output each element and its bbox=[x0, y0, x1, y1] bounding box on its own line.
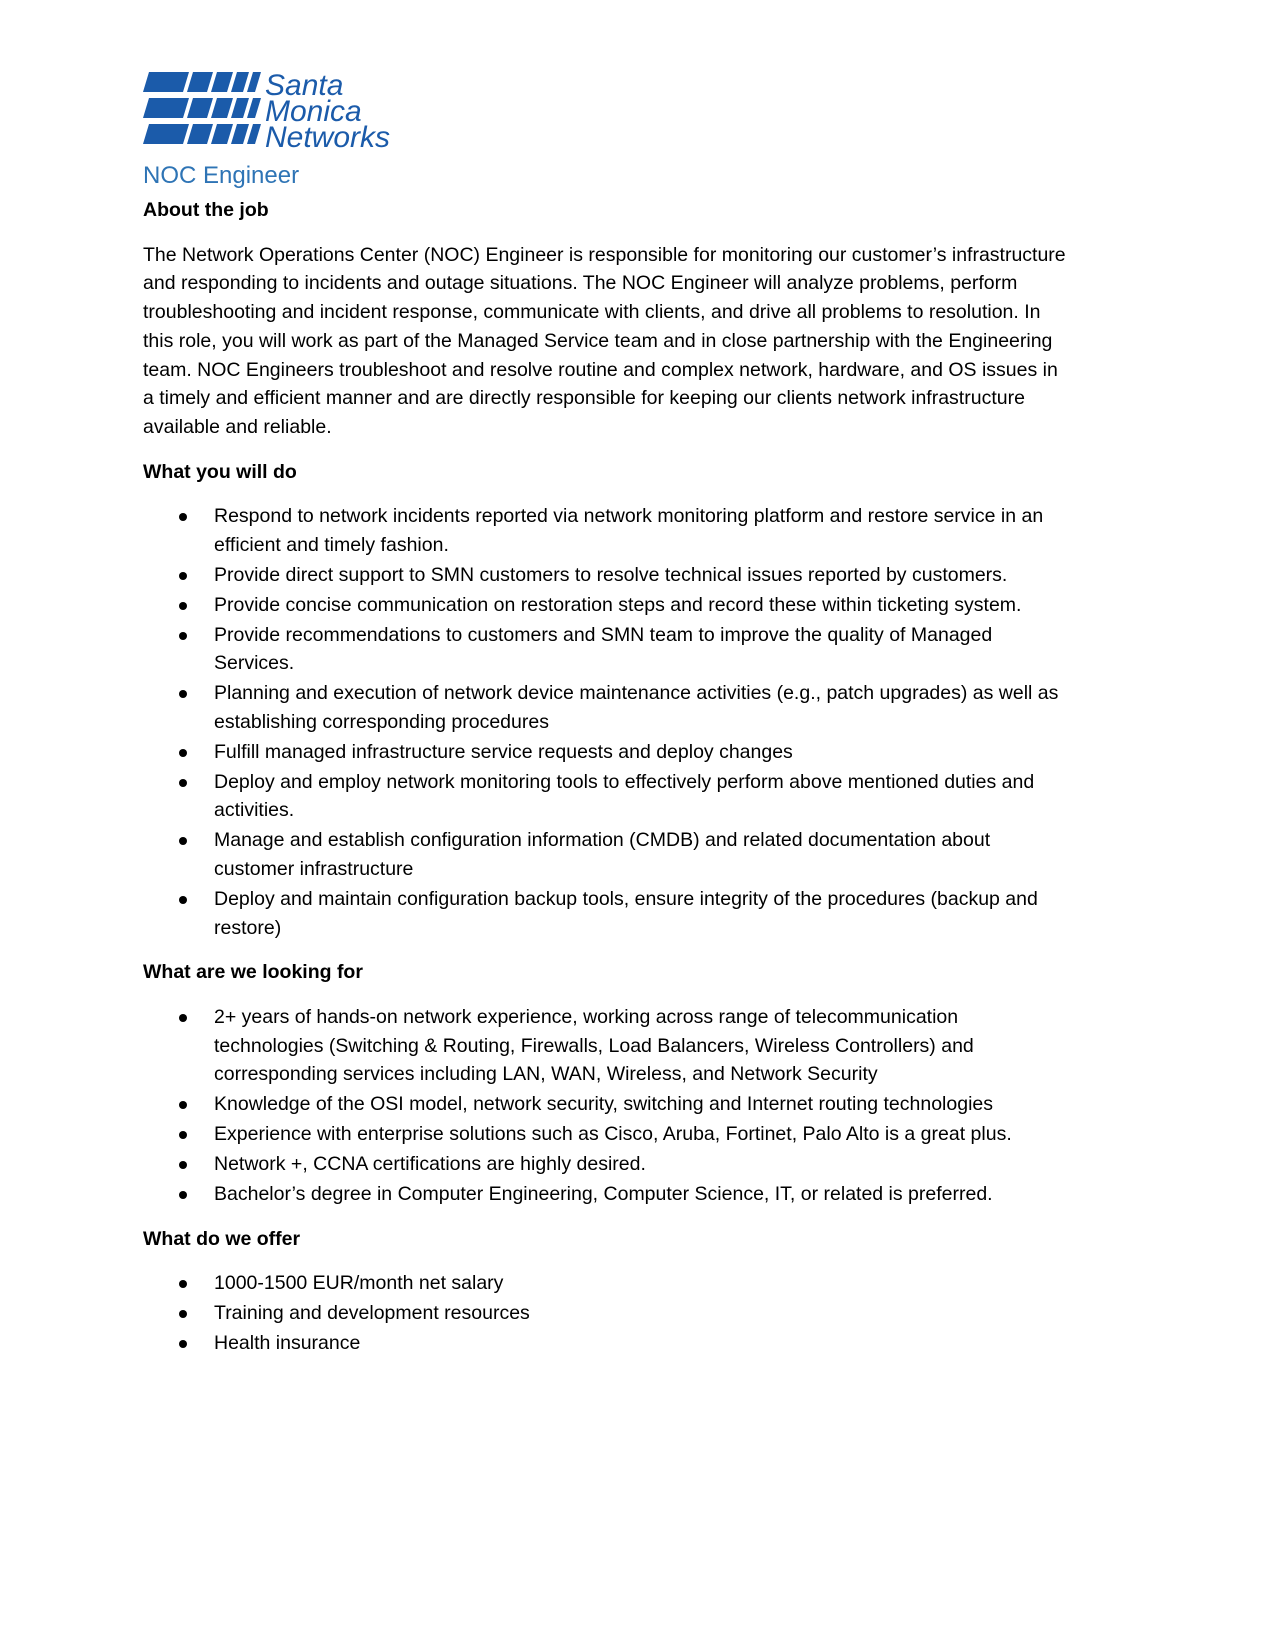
list-item bbox=[143, 561, 1073, 590]
list-item bbox=[143, 502, 1073, 559]
bullet-icon bbox=[179, 1101, 187, 1109]
list-item bbox=[143, 826, 1073, 883]
list-item bbox=[143, 1180, 1073, 1209]
list-item-text: 1000-1500 EUR/month net salary bbox=[214, 1272, 504, 1295]
list-item-text: Provide direct support to SMN customers to resolve technical issues reported by customers. bbox=[214, 563, 1008, 586]
list-item bbox=[143, 885, 1073, 942]
bullet-icon bbox=[179, 1280, 187, 1288]
list-item-text: Bachelor’s degree in Computer Engineering, Computer Science, IT, or related is preferred. bbox=[214, 1183, 993, 1206]
santa-monica-networks-logo bbox=[143, 72, 418, 150]
list-item-text: Knowledge of the OSI model, network security, switching and Internet routing technologies bbox=[214, 1093, 993, 1116]
bullet-icon bbox=[179, 513, 187, 521]
list-item-text: Provide concise communication on restoration steps and record these within ticketing system. bbox=[214, 593, 1022, 616]
bullet-icon bbox=[179, 1014, 187, 1022]
bullet-icon bbox=[179, 690, 187, 698]
list-item bbox=[143, 621, 1073, 678]
what-are-we-looking-for-list bbox=[143, 1003, 1073, 1209]
list-item-text: Planning and execution of network device maintenance activities (e.g., patch upgrades) as well as establishing corresponding procedures bbox=[214, 682, 1059, 733]
list-item bbox=[143, 1090, 1073, 1119]
bullet-icon bbox=[179, 837, 187, 845]
svg-text:Monica: Monica bbox=[265, 95, 362, 128]
about-paragraph: The Network Operations Center (NOC) Engineer is responsible for monitoring our customer’s infrastructure and responding to incidents and outage situations. The NOC Engineer will analyze problems, perform troubleshooting and incident response, communicate with clients, and drive all problems to resolution. In this role, you will work as part of the Managed Service team and in close partnership with the Engineering team. NOC Engineers troubleshoot and resolve routine and complex network, hardware, and OS issues in a timely and efficient manner and are directly responsible for keeping our clients network infrastructure available and reliable. bbox=[143, 243, 1066, 438]
bullet-icon bbox=[179, 749, 187, 757]
what-you-will-do-list bbox=[143, 502, 1073, 942]
list-item bbox=[143, 591, 1073, 620]
bullet-icon bbox=[179, 572, 187, 580]
bullet-icon bbox=[179, 602, 187, 610]
bullet-icon bbox=[179, 896, 187, 904]
bullet-icon bbox=[179, 1310, 187, 1318]
job-title: NOC Engineer bbox=[143, 162, 300, 189]
list-item-text: Experience with enterprise solutions such as Cisco, Aruba, Fortinet, Palo Alto is a great plus. bbox=[214, 1123, 1012, 1146]
list-item bbox=[143, 738, 1073, 767]
list-item-text: 2+ years of hands-on network experience, working across range of telecommunication technologies (Switching & Routing, Firewalls, Load Balancers, Wireless Controllers) and corresponding services including LAN, WAN, Wireless, and Network Security bbox=[214, 1006, 974, 1086]
list-item bbox=[143, 679, 1073, 736]
list-item bbox=[143, 1269, 1073, 1298]
list-item-text: Deploy and maintain configuration backup tools, ensure integrity of the procedures (backup and restore) bbox=[214, 887, 1038, 939]
list-item-text: Deploy and employ network monitoring tools to effectively perform above mentioned duties and activities. bbox=[214, 770, 1035, 822]
list-item-text: Manage and establish configuration information (CMDB) and related documentation about customer infrastructure bbox=[214, 829, 991, 881]
about-heading: About the job bbox=[143, 199, 269, 221]
list-item-text: Respond to network incidents reported via network monitoring platform and restore service in an efficient and timely fashion. bbox=[214, 505, 1044, 557]
list-item bbox=[143, 768, 1073, 825]
list-item bbox=[143, 1299, 1073, 1328]
bullet-icon bbox=[179, 779, 187, 787]
svg-text:Santa: Santa bbox=[265, 72, 344, 102]
list-item-text: Fulfill managed infrastructure service requests and deploy changes bbox=[214, 740, 793, 763]
list-item-text: Training and development resources bbox=[214, 1302, 530, 1325]
bullet-icon bbox=[179, 1191, 187, 1199]
what-you-will-do-heading: What you will do bbox=[143, 460, 297, 483]
what-are-we-looking-for-heading: What are we looking for bbox=[143, 961, 363, 984]
what-do-we-offer-list bbox=[143, 1269, 1073, 1357]
bullet-icon bbox=[179, 1340, 187, 1348]
bullet-icon bbox=[179, 632, 187, 640]
svg-text:Networks: Networks bbox=[265, 121, 391, 150]
bullet-icon bbox=[179, 1161, 187, 1169]
list-item bbox=[143, 1150, 1073, 1179]
list-item bbox=[143, 1003, 1073, 1089]
list-item bbox=[143, 1329, 1073, 1358]
what-do-we-offer-heading: What do we offer bbox=[143, 1227, 301, 1250]
list-item-text: Network +, CCNA certifications are highly desired. bbox=[214, 1153, 646, 1176]
list-item-text: Provide recommendations to customers and SMN team to improve the quality of Managed Services. bbox=[214, 623, 993, 675]
bullet-icon bbox=[179, 1131, 187, 1139]
document-body bbox=[143, 196, 1073, 1359]
list-item bbox=[143, 1120, 1073, 1149]
list-item-text: Health insurance bbox=[214, 1332, 361, 1355]
